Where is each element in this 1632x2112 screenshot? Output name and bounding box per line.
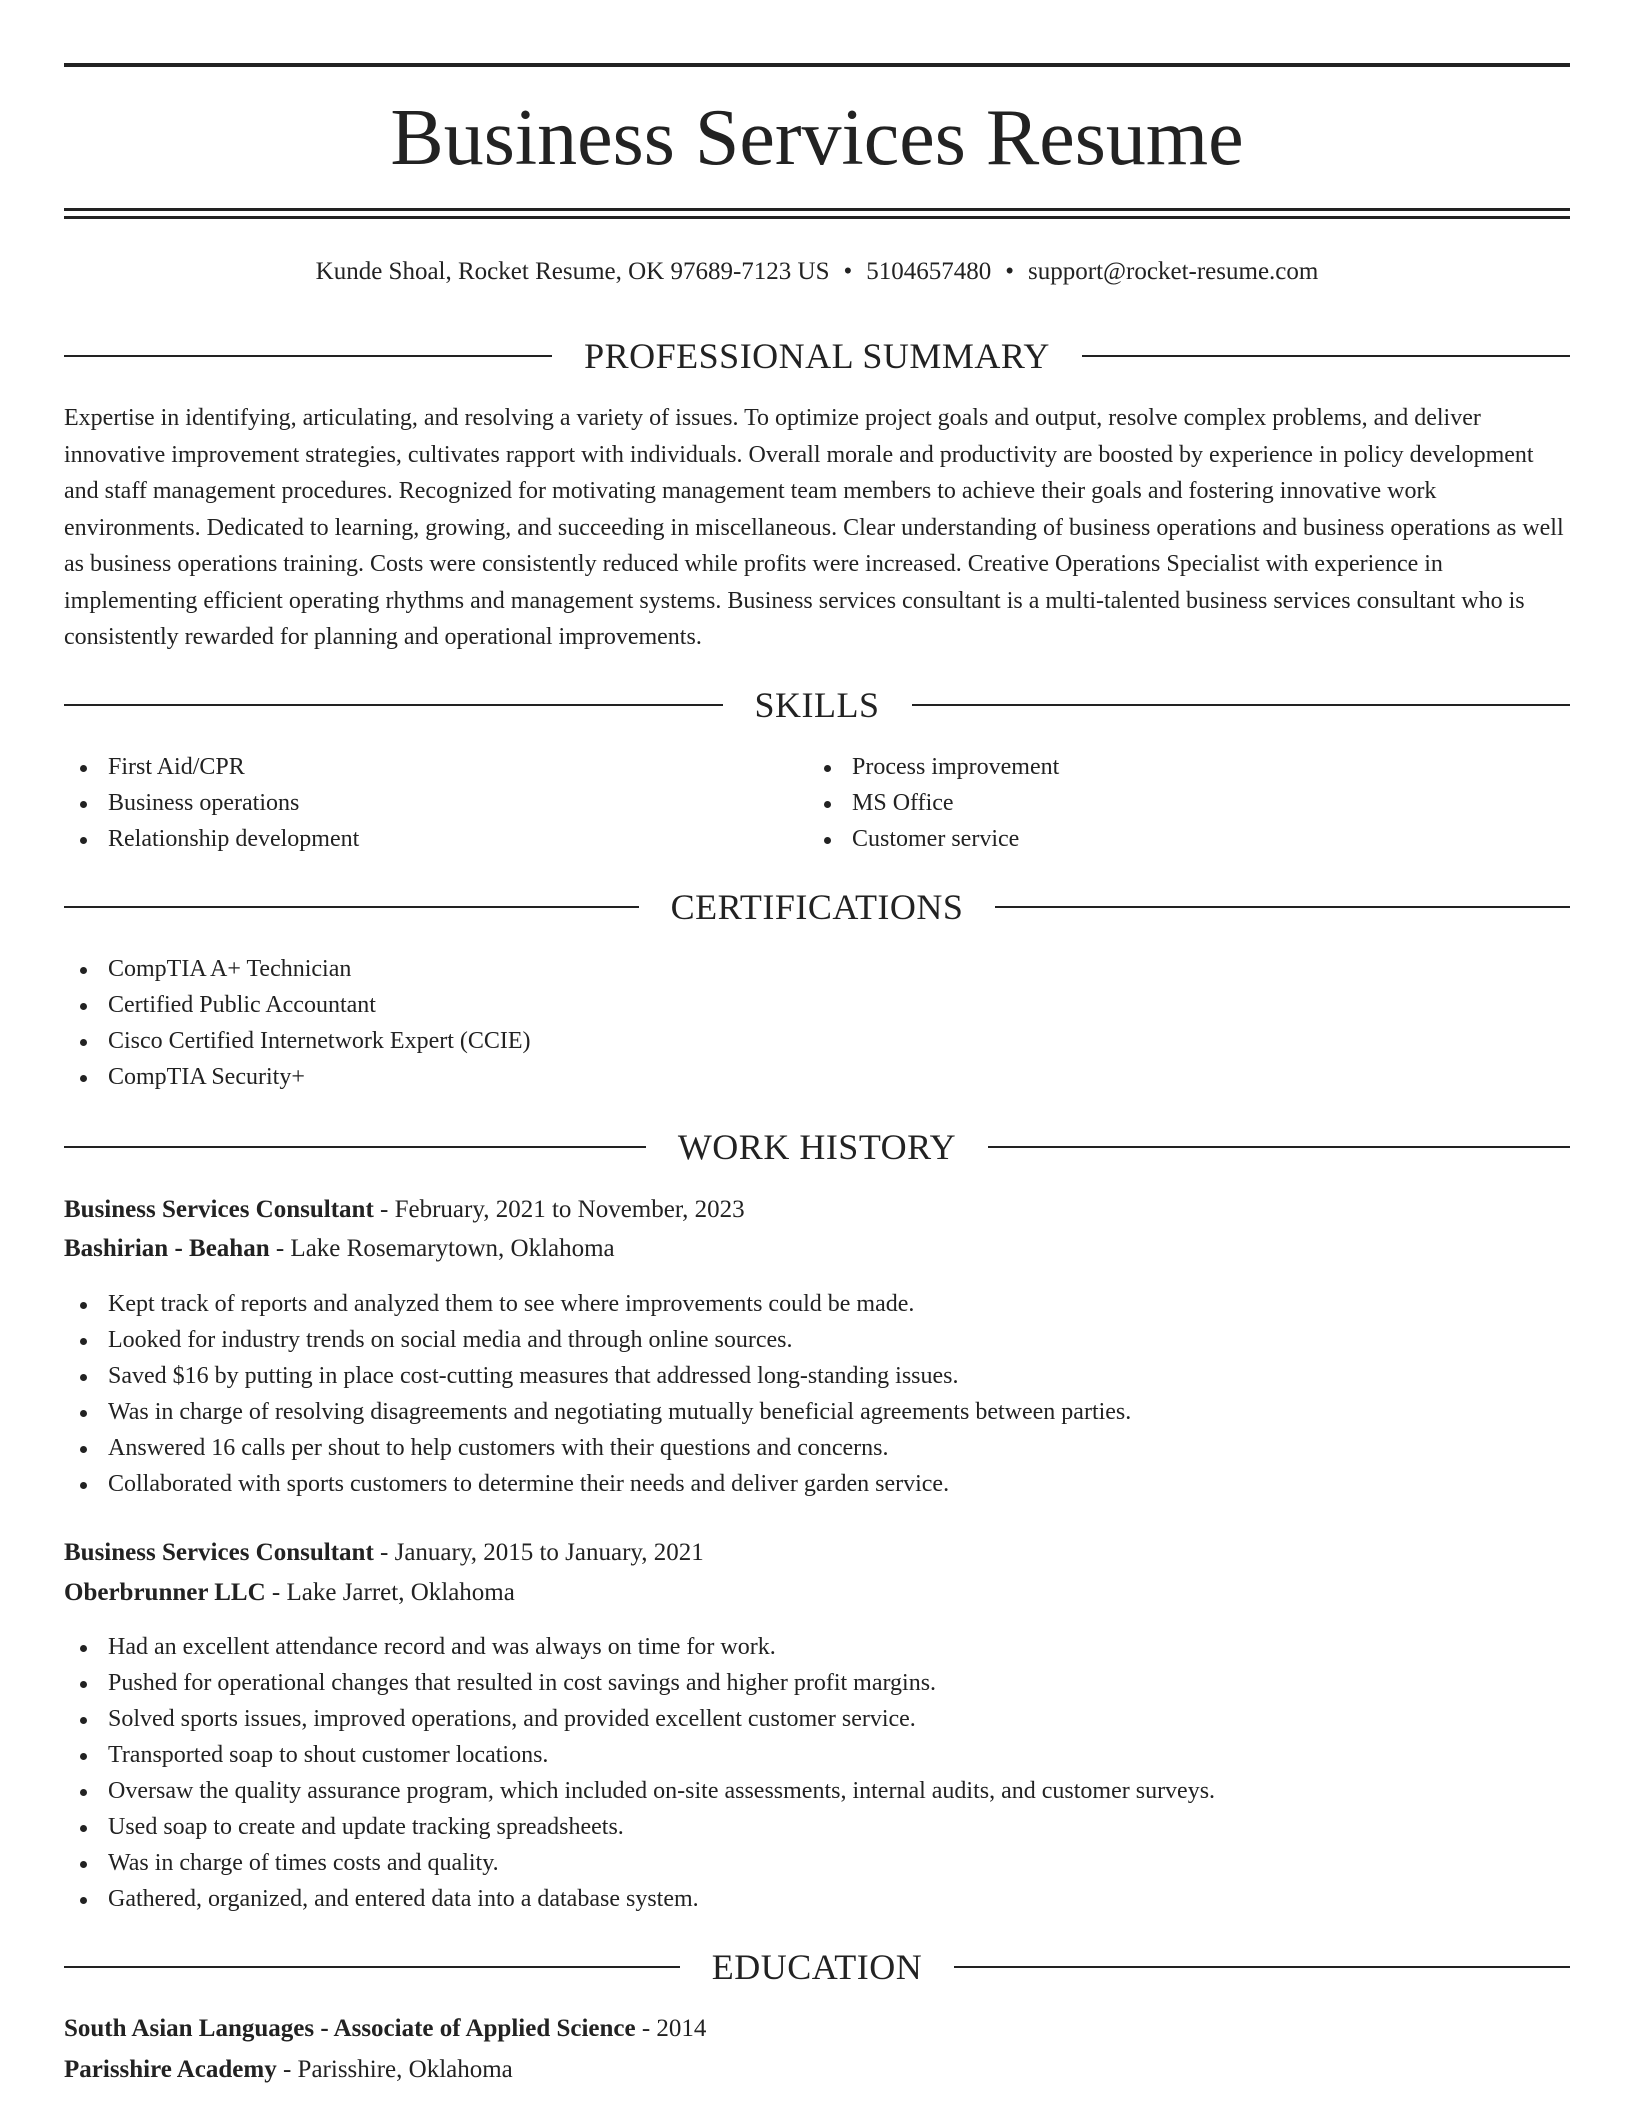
section-heading-certifications bbox=[64, 885, 1570, 929]
heading-rule bbox=[64, 1966, 680, 1968]
section-heading-education bbox=[64, 1945, 1570, 1989]
job-bullet: Collaborated with sports customers to determine their needs and deliver garden service. bbox=[64, 1466, 1570, 1502]
education-school: Parisshire Academy bbox=[64, 2056, 277, 2083]
job-company-line bbox=[64, 1231, 615, 1267]
job-bullet: Gathered, organized, and entered data into a database system. bbox=[64, 1881, 1570, 1917]
skills-list-right bbox=[808, 749, 1508, 857]
certification-item: Cisco Certified Internetwork Expert (CCIE) bbox=[64, 1023, 1570, 1059]
job-title-line bbox=[64, 1192, 745, 1228]
job-bullet: Pushed for operational changes that resulted in cost savings and higher profit margins. bbox=[64, 1665, 1570, 1701]
skill-item: First Aid/CPR bbox=[64, 749, 764, 785]
heading-rule bbox=[64, 704, 723, 706]
certifications-list bbox=[64, 951, 1570, 1095]
skill-item: MS Office bbox=[808, 785, 1508, 821]
education-degree: South Asian Languages - Associate of Applied Science bbox=[64, 2015, 636, 2042]
title-double-rule-upper bbox=[64, 208, 1570, 211]
job-dates: - January, 2015 to January, 2021 bbox=[373, 1539, 704, 1566]
heading-rule bbox=[64, 1146, 646, 1148]
job-dates: - February, 2021 to November, 2023 bbox=[373, 1196, 745, 1223]
top-rule bbox=[64, 63, 1570, 67]
job-bullets bbox=[64, 1629, 1570, 1917]
heading-rule bbox=[64, 355, 552, 357]
title-double-rule-lower bbox=[64, 216, 1570, 219]
job-bullet: Transported soap to shout customer locations. bbox=[64, 1737, 1570, 1773]
contact-address: Kunde Shoal, Rocket Resume, OK 97689-7123 US bbox=[315, 258, 830, 285]
education-year: - 2014 bbox=[635, 2015, 707, 2042]
education-degree-line bbox=[64, 2011, 706, 2047]
summary-text: Expertise in identifying, articulating, and resolving a variety of issues. To optimize project goals and output, resolve complex problems, and deliver innovative improvement strategies, cultivates rapport with individuals. Overall morale and productivity are boosted by experience in policy development and staff management procedures. Recognized for motivating management team members to achieve their goals and fostering innovative work environments. Dedicated to learning, growing, and succeeding in miscellaneous. Clear understanding of business operations and business operations as well as business operations training. Costs were consistently reduced while profits were increased. Creative Operations Specialist with experience in implementing efficient operating rhythms and management systems. Business services consultant is a multi-talented business services consultant who is consistently rewarded for planning and operational improvements. bbox=[64, 405, 1564, 650]
contact-line bbox=[64, 254, 1570, 290]
job-bullet: Solved sports issues, improved operations, and provided excellent customer service. bbox=[64, 1701, 1570, 1737]
contact-separator: • bbox=[1005, 258, 1015, 285]
job-bullet: Oversaw the quality assurance program, which included on-site assessments, internal audits, and customer surveys. bbox=[64, 1773, 1570, 1809]
skill-item: Relationship development bbox=[64, 821, 764, 857]
job-location: - Lake Rosemarytown, Oklahoma bbox=[269, 1235, 615, 1262]
heading-rule bbox=[64, 906, 639, 908]
section-title: CERTIFICATIONS bbox=[670, 887, 964, 927]
resume-title: Business Services Resume bbox=[390, 94, 1244, 182]
heading-rule bbox=[1082, 355, 1570, 357]
contact-phone: 5104657480 bbox=[866, 258, 992, 285]
section-title: PROFESSIONAL SUMMARY bbox=[584, 336, 1050, 376]
job-bullets bbox=[64, 1286, 1570, 1502]
certification-item: Certified Public Accountant bbox=[64, 987, 1570, 1023]
education-school-line bbox=[64, 2052, 513, 2088]
skill-item: Customer service bbox=[808, 821, 1508, 857]
skill-item: Process improvement bbox=[808, 749, 1508, 785]
education-location: - Parisshire, Oklahoma bbox=[276, 2056, 513, 2083]
job-bullet: Used soap to create and update tracking spreadsheets. bbox=[64, 1809, 1570, 1845]
job-title-line bbox=[64, 1535, 704, 1571]
job-location: - Lake Jarret, Oklahoma bbox=[265, 1579, 515, 1606]
job-bullet: Kept track of reports and analyzed them to see where improvements could be made. bbox=[64, 1286, 1570, 1322]
section-title: EDUCATION bbox=[711, 1947, 923, 1987]
skill-item: Business operations bbox=[64, 785, 764, 821]
job-title: Business Services Consultant bbox=[64, 1539, 374, 1566]
section-title: SKILLS bbox=[754, 685, 880, 725]
skills-list-left bbox=[64, 749, 764, 857]
job-company: Bashirian - Beahan bbox=[64, 1235, 270, 1262]
certification-item: CompTIA Security+ bbox=[64, 1059, 1570, 1095]
section-heading-summary bbox=[64, 334, 1570, 378]
heading-rule bbox=[988, 1146, 1570, 1148]
heading-rule bbox=[912, 704, 1571, 706]
job-bullet: Answered 16 calls per shout to help customers with their questions and concerns. bbox=[64, 1430, 1570, 1466]
contact-separator: • bbox=[843, 258, 853, 285]
section-heading-skills bbox=[64, 683, 1570, 727]
job-bullet: Saved $16 by putting in place cost-cutting measures that addressed long-standing issues. bbox=[64, 1358, 1570, 1394]
certification-item: CompTIA A+ Technician bbox=[64, 951, 1570, 987]
job-bullet: Was in charge of times costs and quality. bbox=[64, 1845, 1570, 1881]
section-heading-work-history bbox=[64, 1125, 1570, 1169]
job-bullet: Was in charge of resolving disagreements and negotiating mutually beneficial agreements between parties. bbox=[64, 1394, 1570, 1430]
job-company-line bbox=[64, 1575, 515, 1611]
job-bullet: Looked for industry trends on social media and through online sources. bbox=[64, 1322, 1570, 1358]
contact-email[interactable]: support@rocket-resume.com bbox=[1028, 258, 1319, 285]
job-company: Oberbrunner LLC bbox=[64, 1579, 266, 1606]
heading-rule bbox=[995, 906, 1570, 908]
job-bullet: Had an excellent attendance record and was always on time for work. bbox=[64, 1629, 1570, 1665]
heading-rule bbox=[954, 1966, 1570, 1968]
section-title: WORK HISTORY bbox=[677, 1127, 957, 1167]
job-title: Business Services Consultant bbox=[64, 1196, 374, 1223]
